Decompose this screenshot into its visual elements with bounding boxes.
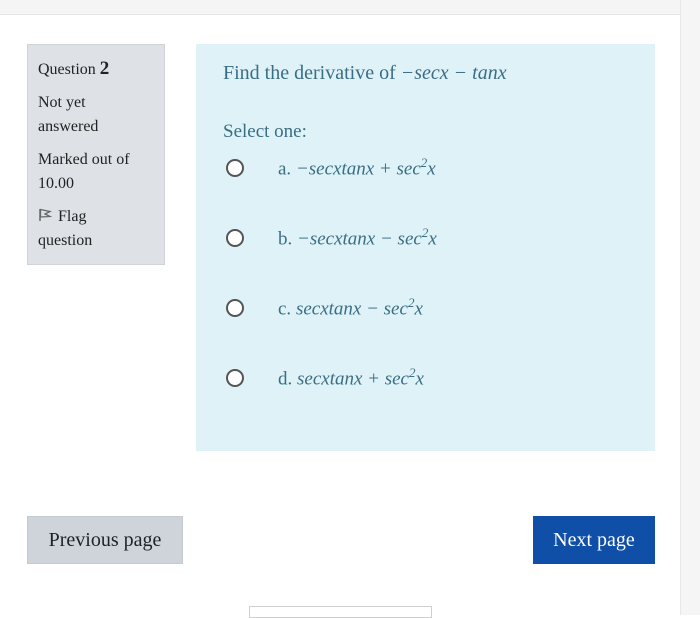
flag-icon	[38, 206, 52, 220]
option-label: c. secxtanx − $\sec^2x$	[278, 295, 423, 320]
question-expression: −secx − tanx	[400, 62, 507, 84]
marks-line-2: 10.00	[38, 175, 74, 192]
marks-line-1: Marked out of	[38, 151, 130, 168]
radio-button[interactable]	[226, 159, 244, 177]
option-label: d. secxtanx + $\sec^2x$	[278, 365, 424, 390]
question-text	[223, 62, 507, 85]
previous-page-button[interactable]: Previous page	[27, 516, 183, 564]
status-line-1: Not yet	[38, 94, 86, 111]
question-grade	[38, 148, 154, 196]
answer-option-d[interactable]	[226, 365, 626, 395]
option-label: b. −secxtanx − $\sec^2x$	[278, 225, 437, 250]
answer-option-a[interactable]	[226, 155, 626, 185]
quiz-navigation-box	[249, 606, 432, 618]
flag-question-link[interactable]	[38, 205, 154, 253]
question-label: Question	[38, 61, 96, 78]
select-one-prompt: Select one:	[223, 121, 307, 142]
flag-line-1: Flag	[58, 208, 87, 225]
question-number-value: 2	[99, 58, 110, 79]
question-status	[38, 91, 154, 139]
answer-option-c[interactable]	[226, 295, 626, 325]
answer-option-b[interactable]	[226, 225, 626, 255]
radio-button[interactable]	[226, 299, 244, 317]
top-bar	[0, 0, 700, 15]
radio-button[interactable]	[226, 229, 244, 247]
next-page-button[interactable]: Next page	[533, 516, 655, 564]
question-content	[196, 44, 655, 451]
status-line-2: answered	[38, 118, 99, 135]
radio-button[interactable]	[226, 369, 244, 387]
question-number	[38, 57, 154, 82]
option-label: a. −secxtanx + $\sec^2x$	[278, 155, 436, 180]
flag-line-2: question	[38, 232, 93, 249]
question-text-prefix: Find the derivative of	[223, 62, 401, 84]
page-right-edge	[680, 0, 700, 615]
question-info-panel	[27, 44, 165, 265]
